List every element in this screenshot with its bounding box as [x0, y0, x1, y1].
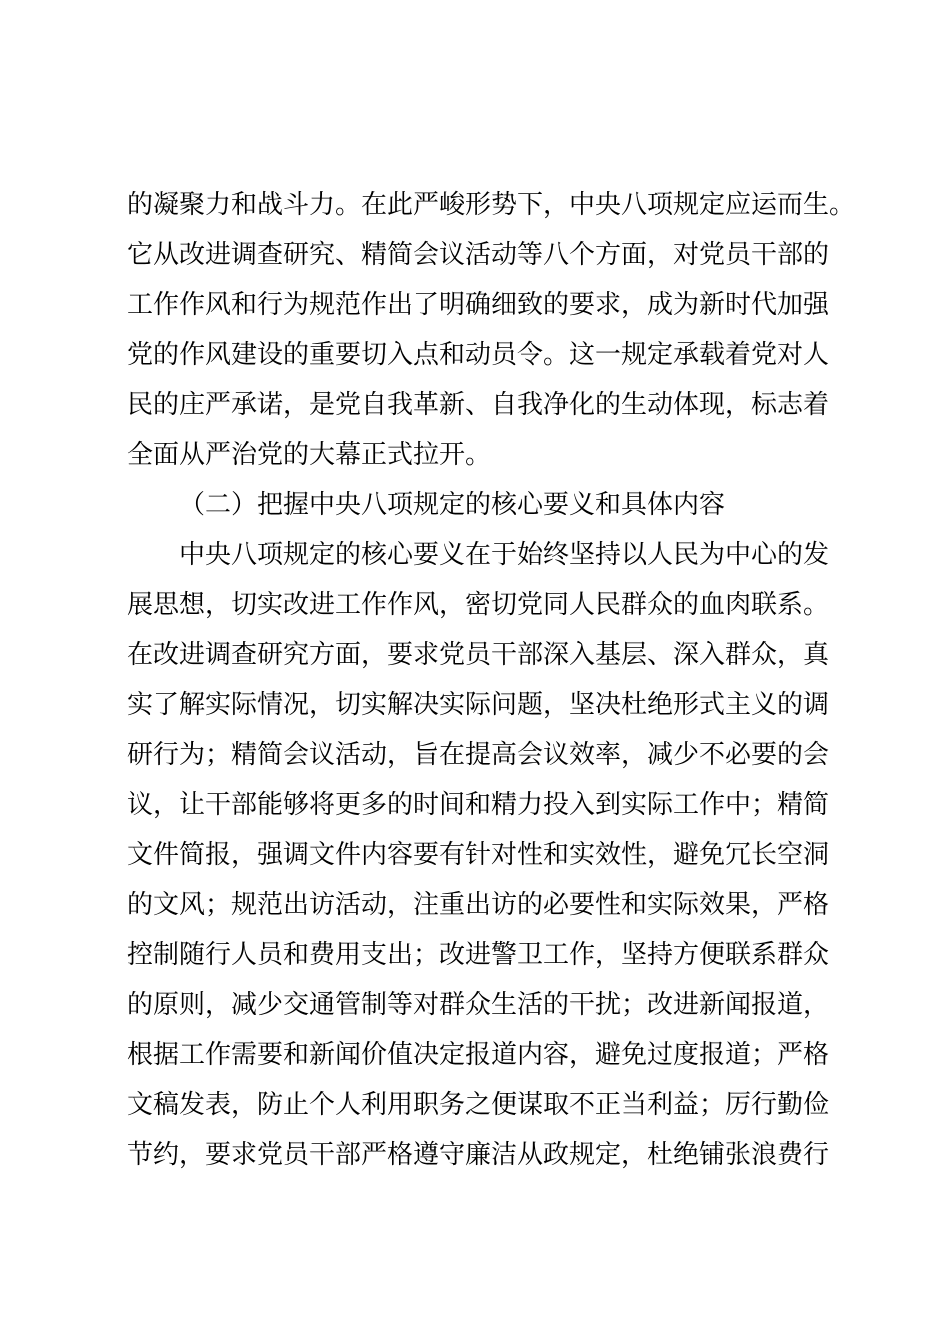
paragraph-2-line-6: 议，让干部能够将更多的时间和精力投入到实际工作中；精简: [127, 790, 830, 820]
paragraph-2-line-1: 中央八项规定的核心要义在于始终坚持以人民为中心的发: [179, 540, 830, 570]
paragraph-1-line-3: 工作作风和行为规范作出了明确细致的要求，成为新时代加强: [127, 290, 830, 320]
document-body: [127, 180, 856, 1180]
paragraph-2-line-9: 控制随行人员和费用支出；改进警卫工作，坚持方便联系群众: [127, 940, 830, 970]
paragraph-2-line-13: 节约，要求党员干部严格遵守廉洁从政规定，杜绝铺张浪费行: [127, 1140, 830, 1170]
paragraph-2-line-3: 在改进调查研究方面，要求党员干部深入基层、深入群众，真: [127, 640, 830, 670]
paragraph-1-line-2: 它从改进调查研究、精简会议活动等八个方面，对党员干部的: [127, 240, 830, 270]
paragraph-2-line-5: 研行为；精简会议活动，旨在提高会议效率，减少不必要的会: [127, 740, 830, 770]
paragraph-2-line-11: 根据工作需要和新闻价值决定报道内容，避免过度报道；严格: [127, 1040, 830, 1070]
section-heading: （二）把握中央八项规定的核心要义和具体内容: [179, 490, 726, 520]
paragraph-2-line-10: 的原则，减少交通管制等对群众生活的干扰；改进新闻报道，: [127, 990, 830, 1020]
paragraph-2-line-4: 实了解实际情况，切实解决实际问题，坚决杜绝形式主义的调: [127, 690, 830, 720]
paragraph-2-line-2: 展思想，切实改进工作作风，密切党同人民群众的血肉联系。: [127, 590, 830, 620]
paragraph-2-line-7: 文件简报，强调文件内容要有针对性和实效性，避免冗长空洞: [127, 840, 830, 870]
paragraph-2-line-12: 文稿发表，防止个人利用职务之便谋取不正当利益；厉行勤俭: [127, 1090, 830, 1120]
paragraph-1-line-5: 民的庄严承诺，是党自我革新、自我净化的生动体现，标志着: [127, 390, 830, 420]
paragraph-1-line-6: 全面从严治党的大幕正式拉开。: [127, 440, 492, 470]
paragraph-2-line-8: 的文风；规范出访活动，注重出访的必要性和实际效果，严格: [127, 890, 830, 920]
paragraph-1-line-4: 党的作风建设的重要切入点和动员令。这一规定承载着党对人: [127, 340, 830, 370]
paragraph-1-line-1: 的凝聚力和战斗力。在此严峻形势下，中央八项规定应运而生。: [127, 190, 856, 220]
